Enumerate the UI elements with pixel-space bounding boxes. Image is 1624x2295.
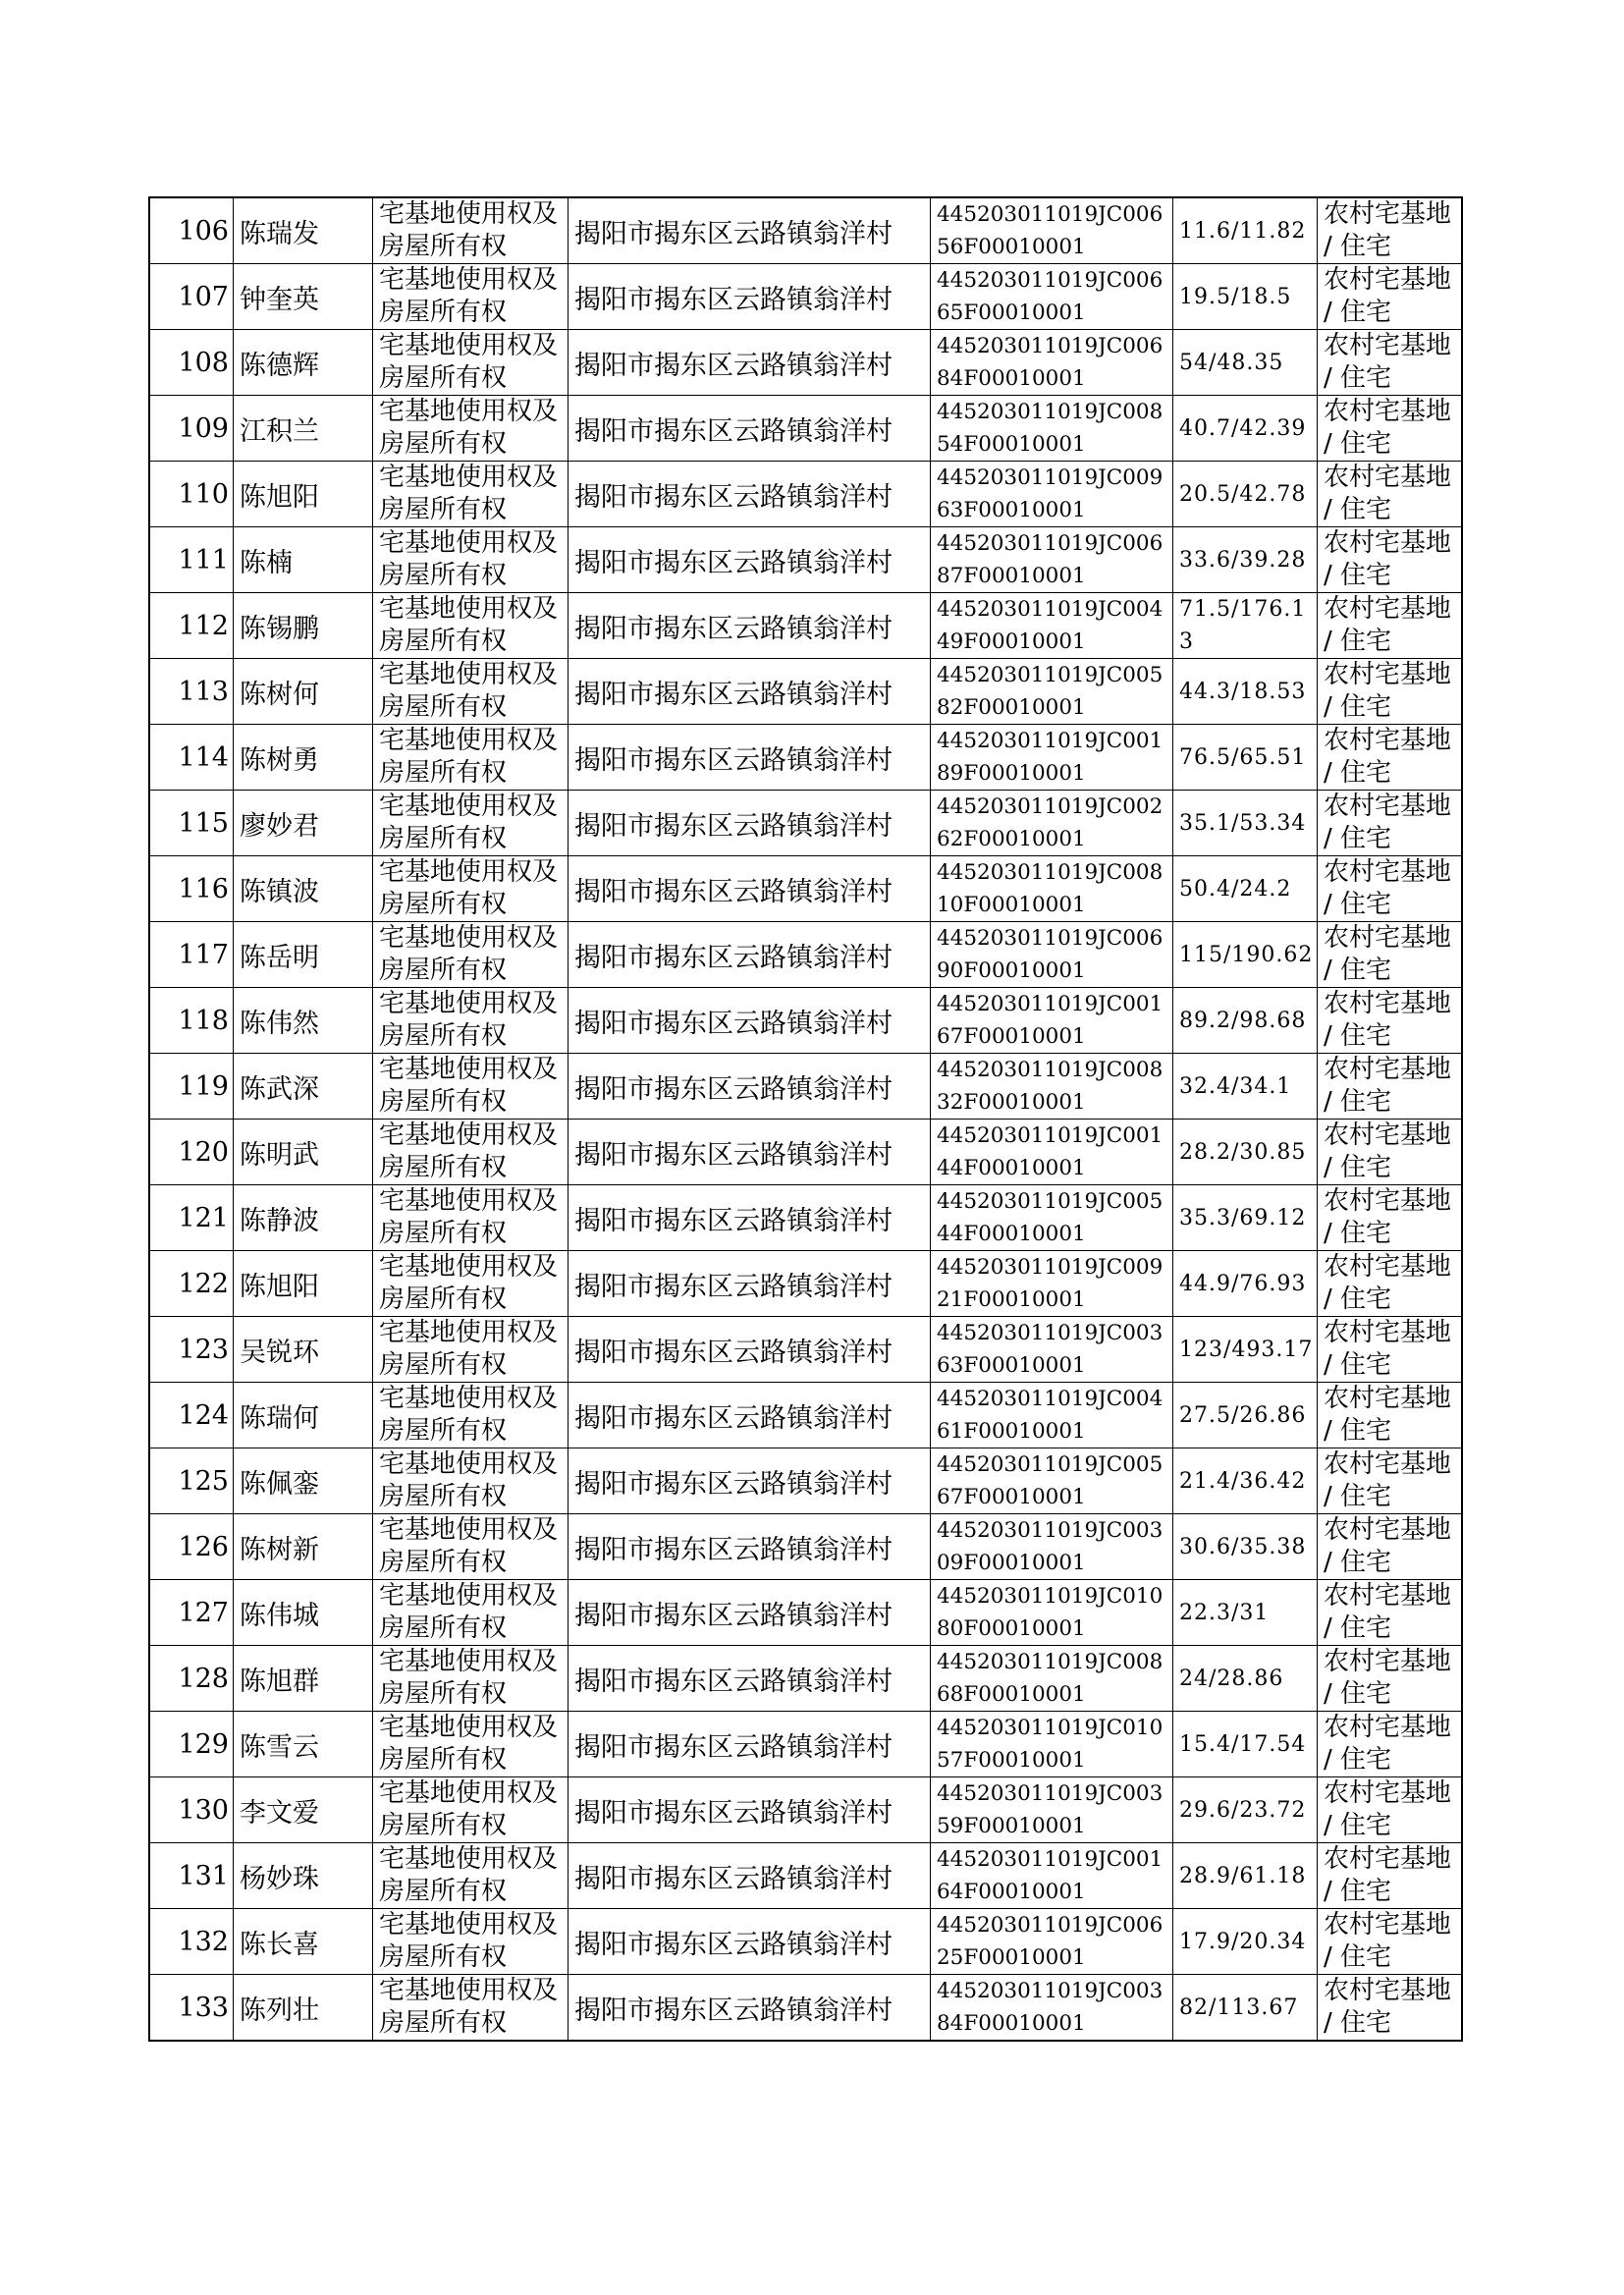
right-type-cell: 宅基地使用权及房屋所有权 — [373, 922, 568, 988]
usage-cell: 农村宅基地 / 住宅 — [1318, 264, 1463, 330]
row-number-cell: 106 — [149, 197, 234, 264]
right-type-cell: 宅基地使用权及房屋所有权 — [373, 856, 568, 922]
unit-code-cell: 445203011019JC00167F00010001 — [931, 988, 1173, 1054]
right-type-cell: 宅基地使用权及房屋所有权 — [373, 1448, 568, 1514]
usage-cell: 农村宅基地 / 住宅 — [1318, 1448, 1463, 1514]
location-cell: 揭阳市揭东区云路镇翁洋村 — [568, 922, 931, 988]
location-cell: 揭阳市揭东区云路镇翁洋村 — [568, 1120, 931, 1185]
usage-cell: 农村宅基地 / 住宅 — [1318, 527, 1463, 593]
location-cell: 揭阳市揭东区云路镇翁洋村 — [568, 1185, 931, 1251]
right-type-cell: 宅基地使用权及房屋所有权 — [373, 1975, 568, 2042]
location-cell: 揭阳市揭东区云路镇翁洋村 — [568, 856, 931, 922]
location-cell: 揭阳市揭东区云路镇翁洋村 — [568, 1317, 931, 1383]
right-type-cell: 宅基地使用权及房屋所有权 — [373, 1646, 568, 1712]
row-number-cell: 109 — [149, 396, 234, 462]
unit-code-cell: 445203011019JC00684F00010001 — [931, 330, 1173, 396]
unit-code-cell: 445203011019JC00854F00010001 — [931, 396, 1173, 462]
area-cell: 89.2/98.68 — [1173, 988, 1318, 1054]
unit-code-cell: 445203011019JC00384F00010001 — [931, 1975, 1173, 2042]
registry-table — [148, 196, 1463, 2042]
owner-name-cell: 陈岳明 — [234, 922, 373, 988]
owner-name-cell: 江积兰 — [234, 396, 373, 462]
table-row — [149, 264, 1462, 330]
owner-name-cell: 陈佩銮 — [234, 1448, 373, 1514]
owner-name-cell: 陈武深 — [234, 1054, 373, 1120]
unit-code-cell: 445203011019JC00963F00010001 — [931, 462, 1173, 527]
usage-cell: 农村宅基地 / 住宅 — [1318, 1777, 1463, 1843]
area-cell: 30.6/35.38 — [1173, 1514, 1318, 1580]
owner-name-cell: 陈伟然 — [234, 988, 373, 1054]
row-number-cell: 118 — [149, 988, 234, 1054]
usage-cell: 农村宅基地 / 住宅 — [1318, 197, 1463, 264]
unit-code-cell: 445203011019JC00625F00010001 — [931, 1909, 1173, 1975]
right-type-cell: 宅基地使用权及房屋所有权 — [373, 1120, 568, 1185]
unit-code-cell: 445203011019JC00449F00010001 — [931, 593, 1173, 659]
area-cell: 33.6/39.28 — [1173, 527, 1318, 593]
row-number-cell: 129 — [149, 1712, 234, 1777]
usage-cell: 农村宅基地 / 住宅 — [1318, 1185, 1463, 1251]
unit-code-cell: 445203011019JC00164F00010001 — [931, 1843, 1173, 1909]
table-row — [149, 1975, 1462, 2042]
table-row — [149, 1120, 1462, 1185]
right-type-cell: 宅基地使用权及房屋所有权 — [373, 1580, 568, 1646]
table-row — [149, 1054, 1462, 1120]
owner-name-cell: 陈雪云 — [234, 1712, 373, 1777]
table-row — [149, 856, 1462, 922]
location-cell: 揭阳市揭东区云路镇翁洋村 — [568, 197, 931, 264]
table-row — [149, 197, 1462, 264]
row-number-cell: 127 — [149, 1580, 234, 1646]
usage-cell: 农村宅基地 / 住宅 — [1318, 922, 1463, 988]
location-cell: 揭阳市揭东区云路镇翁洋村 — [568, 1383, 931, 1448]
location-cell: 揭阳市揭东区云路镇翁洋村 — [568, 1843, 931, 1909]
owner-name-cell: 陈瑞何 — [234, 1383, 373, 1448]
right-type-cell: 宅基地使用权及房屋所有权 — [373, 1777, 568, 1843]
unit-code-cell: 445203011019JC00461F00010001 — [931, 1383, 1173, 1448]
owner-name-cell: 廖妙君 — [234, 791, 373, 856]
area-cell: 21.4/36.42 — [1173, 1448, 1318, 1514]
unit-code-cell: 445203011019JC00921F00010001 — [931, 1251, 1173, 1317]
table-row — [149, 1646, 1462, 1712]
usage-cell: 农村宅基地 / 住宅 — [1318, 1514, 1463, 1580]
owner-name-cell: 吴锐环 — [234, 1317, 373, 1383]
area-cell: 27.5/26.86 — [1173, 1383, 1318, 1448]
area-cell: 44.9/76.93 — [1173, 1251, 1318, 1317]
row-number-cell: 111 — [149, 527, 234, 593]
owner-name-cell: 陈明武 — [234, 1120, 373, 1185]
row-number-cell: 133 — [149, 1975, 234, 2042]
unit-code-cell: 445203011019JC01080F00010001 — [931, 1580, 1173, 1646]
table-row — [149, 922, 1462, 988]
right-type-cell: 宅基地使用权及房屋所有权 — [373, 462, 568, 527]
row-number-cell: 126 — [149, 1514, 234, 1580]
owner-name-cell: 陈旭阳 — [234, 1251, 373, 1317]
owner-name-cell: 陈锡鹏 — [234, 593, 373, 659]
usage-cell: 农村宅基地 / 住宅 — [1318, 856, 1463, 922]
location-cell: 揭阳市揭东区云路镇翁洋村 — [568, 1909, 931, 1975]
owner-name-cell: 陈列壮 — [234, 1975, 373, 2042]
table-row — [149, 396, 1462, 462]
unit-code-cell: 445203011019JC00690F00010001 — [931, 922, 1173, 988]
owner-name-cell: 陈楠 — [234, 527, 373, 593]
row-number-cell: 112 — [149, 593, 234, 659]
owner-name-cell: 陈旭阳 — [234, 462, 373, 527]
area-cell: 24/28.86 — [1173, 1646, 1318, 1712]
owner-name-cell: 杨妙珠 — [234, 1843, 373, 1909]
usage-cell: 农村宅基地 / 住宅 — [1318, 988, 1463, 1054]
table-row — [149, 330, 1462, 396]
table-row — [149, 1185, 1462, 1251]
table-row — [149, 1580, 1462, 1646]
right-type-cell: 宅基地使用权及房屋所有权 — [373, 725, 568, 791]
area-cell: 22.3/31 — [1173, 1580, 1318, 1646]
area-cell: 50.4/24.2 — [1173, 856, 1318, 922]
row-number-cell: 124 — [149, 1383, 234, 1448]
usage-cell: 农村宅基地 / 住宅 — [1318, 593, 1463, 659]
table-row — [149, 1514, 1462, 1580]
row-number-cell: 132 — [149, 1909, 234, 1975]
location-cell: 揭阳市揭东区云路镇翁洋村 — [568, 330, 931, 396]
table-row — [149, 1909, 1462, 1975]
table-row — [149, 988, 1462, 1054]
usage-cell: 农村宅基地 / 住宅 — [1318, 1975, 1463, 2042]
right-type-cell: 宅基地使用权及房屋所有权 — [373, 593, 568, 659]
row-number-cell: 115 — [149, 791, 234, 856]
location-cell: 揭阳市揭东区云路镇翁洋村 — [568, 462, 931, 527]
usage-cell: 农村宅基地 / 住宅 — [1318, 1646, 1463, 1712]
right-type-cell: 宅基地使用权及房屋所有权 — [373, 197, 568, 264]
owner-name-cell: 陈旭群 — [234, 1646, 373, 1712]
owner-name-cell: 陈树新 — [234, 1514, 373, 1580]
right-type-cell: 宅基地使用权及房屋所有权 — [373, 1251, 568, 1317]
usage-cell: 农村宅基地 / 住宅 — [1318, 1383, 1463, 1448]
row-number-cell: 122 — [149, 1251, 234, 1317]
area-cell: 123/493.17 — [1173, 1317, 1318, 1383]
unit-code-cell: 445203011019JC00582F00010001 — [931, 659, 1173, 725]
usage-cell: 农村宅基地 / 住宅 — [1318, 659, 1463, 725]
usage-cell: 农村宅基地 / 住宅 — [1318, 1843, 1463, 1909]
usage-cell: 农村宅基地 / 住宅 — [1318, 1909, 1463, 1975]
row-number-cell: 131 — [149, 1843, 234, 1909]
owner-name-cell: 陈瑞发 — [234, 197, 373, 264]
unit-code-cell: 445203011019JC00262F00010001 — [931, 791, 1173, 856]
location-cell: 揭阳市揭东区云路镇翁洋村 — [568, 264, 931, 330]
table-row — [149, 1843, 1462, 1909]
row-number-cell: 123 — [149, 1317, 234, 1383]
area-cell: 20.5/42.78 — [1173, 462, 1318, 527]
location-cell: 揭阳市揭东区云路镇翁洋村 — [568, 1514, 931, 1580]
registry-table-body — [149, 197, 1462, 2041]
area-cell: 54/48.35 — [1173, 330, 1318, 396]
row-number-cell: 120 — [149, 1120, 234, 1185]
unit-code-cell: 445203011019JC00189F00010001 — [931, 725, 1173, 791]
row-number-cell: 107 — [149, 264, 234, 330]
table-row — [149, 1317, 1462, 1383]
right-type-cell: 宅基地使用权及房屋所有权 — [373, 1909, 568, 1975]
location-cell: 揭阳市揭东区云路镇翁洋村 — [568, 1251, 931, 1317]
owner-name-cell: 陈德辉 — [234, 330, 373, 396]
row-number-cell: 125 — [149, 1448, 234, 1514]
usage-cell: 农村宅基地 / 住宅 — [1318, 396, 1463, 462]
table-row — [149, 1712, 1462, 1777]
right-type-cell: 宅基地使用权及房屋所有权 — [373, 264, 568, 330]
right-type-cell: 宅基地使用权及房屋所有权 — [373, 988, 568, 1054]
area-cell: 15.4/17.54 — [1173, 1712, 1318, 1777]
row-number-cell: 128 — [149, 1646, 234, 1712]
usage-cell: 农村宅基地 / 住宅 — [1318, 1317, 1463, 1383]
table-row — [149, 791, 1462, 856]
right-type-cell: 宅基地使用权及房屋所有权 — [373, 1843, 568, 1909]
area-cell: 17.9/20.34 — [1173, 1909, 1318, 1975]
unit-code-cell: 445203011019JC00359F00010001 — [931, 1777, 1173, 1843]
row-number-cell: 116 — [149, 856, 234, 922]
location-cell: 揭阳市揭东区云路镇翁洋村 — [568, 1448, 931, 1514]
right-type-cell: 宅基地使用权及房屋所有权 — [373, 1712, 568, 1777]
location-cell: 揭阳市揭东区云路镇翁洋村 — [568, 527, 931, 593]
table-row — [149, 659, 1462, 725]
area-cell: 35.1/53.34 — [1173, 791, 1318, 856]
unit-code-cell: 445203011019JC00309F00010001 — [931, 1514, 1173, 1580]
area-cell: 11.6/11.82 — [1173, 197, 1318, 264]
unit-code-cell: 445203011019JC00687F00010001 — [931, 527, 1173, 593]
area-cell: 29.6/23.72 — [1173, 1777, 1318, 1843]
unit-code-cell: 445203011019JC00832F00010001 — [931, 1054, 1173, 1120]
unit-code-cell: 445203011019JC00656F00010001 — [931, 197, 1173, 264]
usage-cell: 农村宅基地 / 住宅 — [1318, 1712, 1463, 1777]
area-cell: 82/113.67 — [1173, 1975, 1318, 2042]
unit-code-cell: 445203011019JC00144F00010001 — [931, 1120, 1173, 1185]
owner-name-cell: 钟奎英 — [234, 264, 373, 330]
table-row — [149, 527, 1462, 593]
row-number-cell: 108 — [149, 330, 234, 396]
owner-name-cell: 陈树何 — [234, 659, 373, 725]
usage-cell: 农村宅基地 / 住宅 — [1318, 462, 1463, 527]
area-cell: 40.7/42.39 — [1173, 396, 1318, 462]
location-cell: 揭阳市揭东区云路镇翁洋村 — [568, 988, 931, 1054]
table-row — [149, 462, 1462, 527]
area-cell: 28.9/61.18 — [1173, 1843, 1318, 1909]
location-cell: 揭阳市揭东区云路镇翁洋村 — [568, 791, 931, 856]
table-row — [149, 725, 1462, 791]
owner-name-cell: 陈伟城 — [234, 1580, 373, 1646]
usage-cell: 农村宅基地 / 住宅 — [1318, 330, 1463, 396]
row-number-cell: 110 — [149, 462, 234, 527]
right-type-cell: 宅基地使用权及房屋所有权 — [373, 1054, 568, 1120]
right-type-cell: 宅基地使用权及房屋所有权 — [373, 527, 568, 593]
area-cell: 35.3/69.12 — [1173, 1185, 1318, 1251]
location-cell: 揭阳市揭东区云路镇翁洋村 — [568, 1712, 931, 1777]
right-type-cell: 宅基地使用权及房屋所有权 — [373, 1317, 568, 1383]
area-cell: 115/190.62 — [1173, 922, 1318, 988]
location-cell: 揭阳市揭东区云路镇翁洋村 — [568, 396, 931, 462]
owner-name-cell: 陈树勇 — [234, 725, 373, 791]
location-cell: 揭阳市揭东区云路镇翁洋村 — [568, 1646, 931, 1712]
area-cell: 19.5/18.5 — [1173, 264, 1318, 330]
table-row — [149, 593, 1462, 659]
location-cell: 揭阳市揭东区云路镇翁洋村 — [568, 1054, 931, 1120]
right-type-cell: 宅基地使用权及房屋所有权 — [373, 1514, 568, 1580]
owner-name-cell: 陈镇波 — [234, 856, 373, 922]
unit-code-cell: 445203011019JC00567F00010001 — [931, 1448, 1173, 1514]
right-type-cell: 宅基地使用权及房屋所有权 — [373, 1383, 568, 1448]
right-type-cell: 宅基地使用权及房屋所有权 — [373, 330, 568, 396]
unit-code-cell: 445203011019JC00544F00010001 — [931, 1185, 1173, 1251]
table-row — [149, 1448, 1462, 1514]
area-cell: 76.5/65.51 — [1173, 725, 1318, 791]
right-type-cell: 宅基地使用权及房屋所有权 — [373, 396, 568, 462]
row-number-cell: 121 — [149, 1185, 234, 1251]
unit-code-cell: 445203011019JC00810F00010001 — [931, 856, 1173, 922]
usage-cell: 农村宅基地 / 住宅 — [1318, 1120, 1463, 1185]
location-cell: 揭阳市揭东区云路镇翁洋村 — [568, 1777, 931, 1843]
table-row — [149, 1777, 1462, 1843]
row-number-cell: 130 — [149, 1777, 234, 1843]
area-cell: 44.3/18.53 — [1173, 659, 1318, 725]
usage-cell: 农村宅基地 / 住宅 — [1318, 725, 1463, 791]
location-cell: 揭阳市揭东区云路镇翁洋村 — [568, 1580, 931, 1646]
table-row — [149, 1383, 1462, 1448]
location-cell: 揭阳市揭东区云路镇翁洋村 — [568, 725, 931, 791]
usage-cell: 农村宅基地 / 住宅 — [1318, 1251, 1463, 1317]
area-cell: 71.5/176.13 — [1173, 593, 1318, 659]
right-type-cell: 宅基地使用权及房屋所有权 — [373, 1185, 568, 1251]
location-cell: 揭阳市揭东区云路镇翁洋村 — [568, 1975, 931, 2042]
row-number-cell: 117 — [149, 922, 234, 988]
unit-code-cell: 445203011019JC00665F00010001 — [931, 264, 1173, 330]
owner-name-cell: 陈静波 — [234, 1185, 373, 1251]
owner-name-cell: 李文爱 — [234, 1777, 373, 1843]
area-cell: 28.2/30.85 — [1173, 1120, 1318, 1185]
unit-code-cell: 445203011019JC00868F00010001 — [931, 1646, 1173, 1712]
row-number-cell: 114 — [149, 725, 234, 791]
usage-cell: 农村宅基地 / 住宅 — [1318, 791, 1463, 856]
right-type-cell: 宅基地使用权及房屋所有权 — [373, 791, 568, 856]
unit-code-cell: 445203011019JC01057F00010001 — [931, 1712, 1173, 1777]
right-type-cell: 宅基地使用权及房屋所有权 — [373, 659, 568, 725]
table-row — [149, 1251, 1462, 1317]
row-number-cell: 119 — [149, 1054, 234, 1120]
location-cell: 揭阳市揭东区云路镇翁洋村 — [568, 593, 931, 659]
area-cell: 32.4/34.1 — [1173, 1054, 1318, 1120]
owner-name-cell: 陈长喜 — [234, 1909, 373, 1975]
row-number-cell: 113 — [149, 659, 234, 725]
location-cell: 揭阳市揭东区云路镇翁洋村 — [568, 659, 931, 725]
usage-cell: 农村宅基地 / 住宅 — [1318, 1054, 1463, 1120]
usage-cell: 农村宅基地 / 住宅 — [1318, 1580, 1463, 1646]
unit-code-cell: 445203011019JC00363F00010001 — [931, 1317, 1173, 1383]
